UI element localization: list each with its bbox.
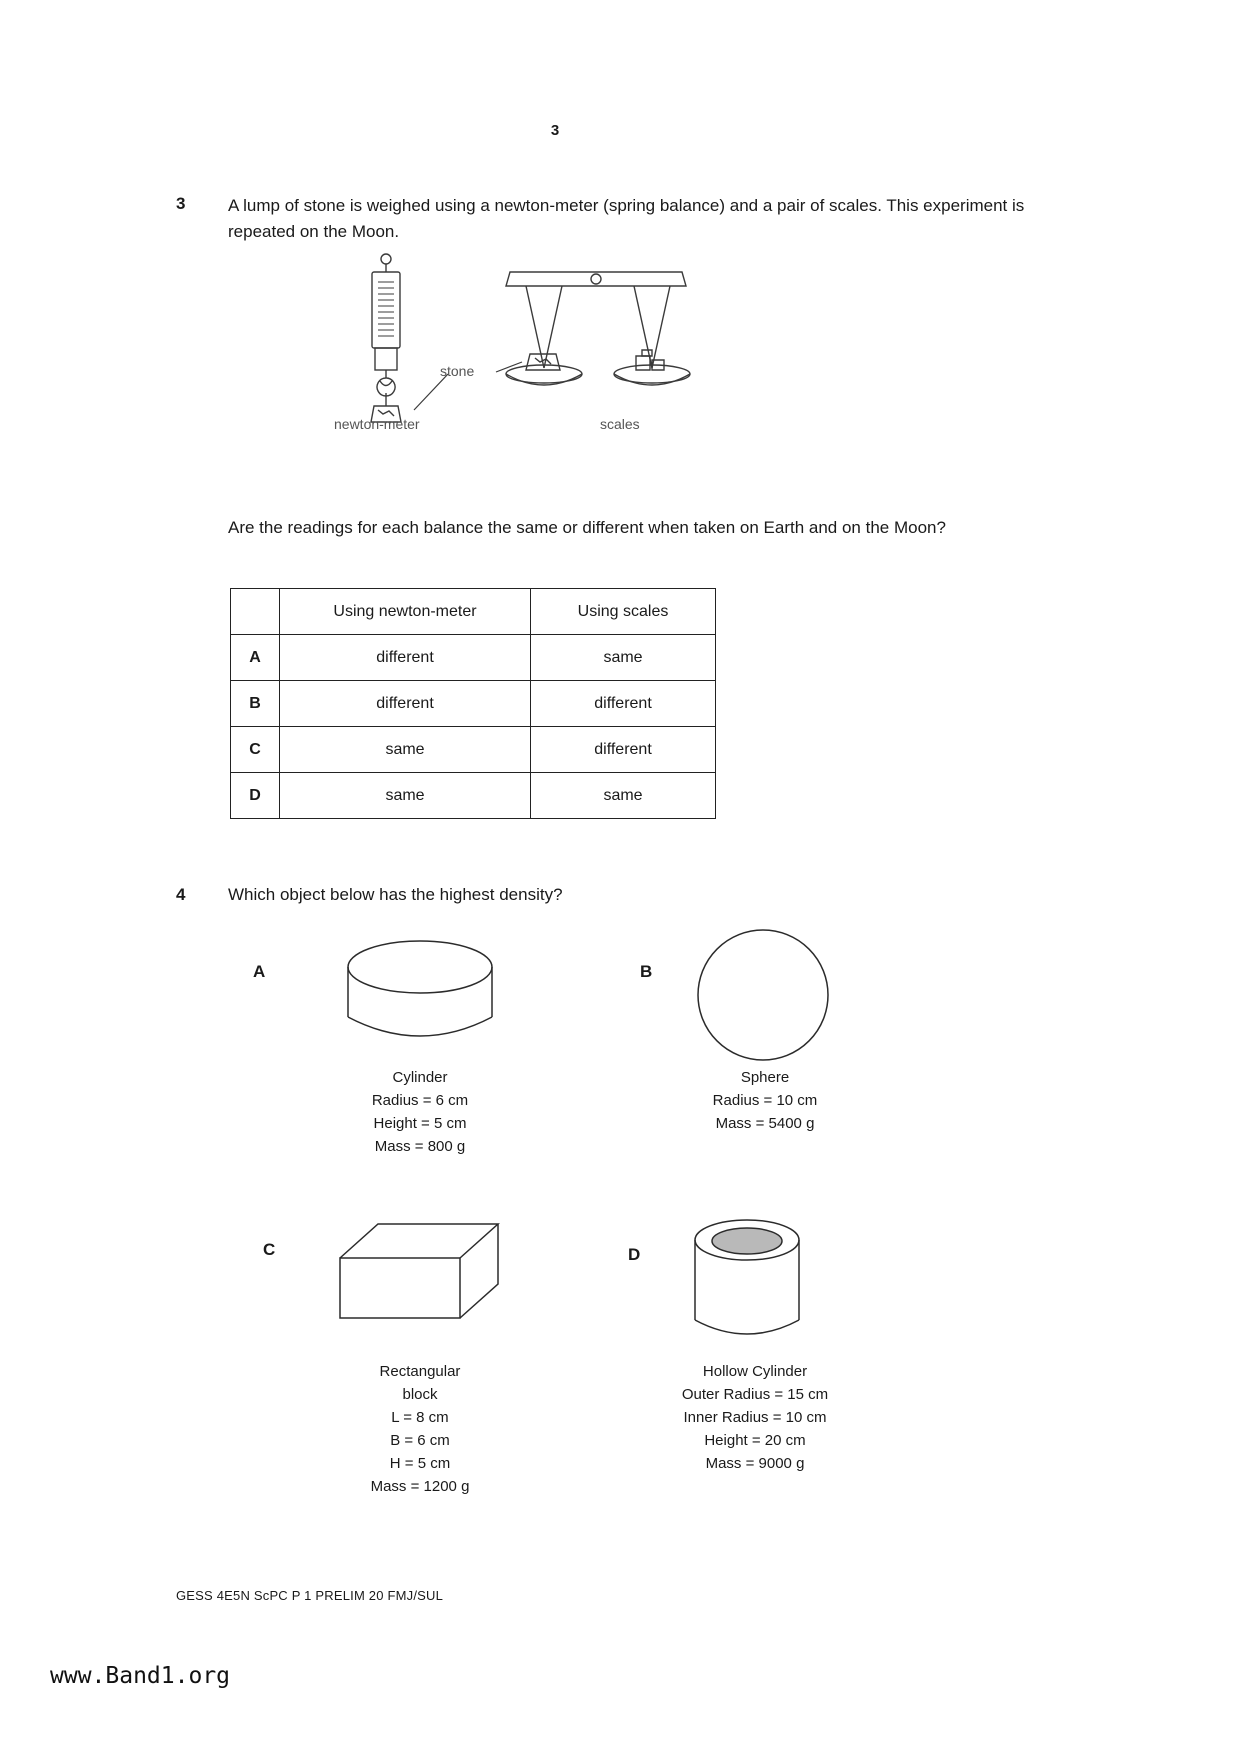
option-letter-d: D [231,773,280,819]
question-4-number: 4 [176,885,186,904]
table-row[interactable] [231,681,716,727]
table-header-scales: Using scales [531,589,716,635]
option-letter-a: A [231,635,280,681]
sphere-shape-icon [693,925,833,1065]
caption-line: Mass = 9000 g [705,1455,805,1472]
question-4-option-a-letter: A [253,962,266,981]
caption-line: Outer Radius = 15 cm [681,1386,829,1403]
caption-line: Sphere [740,1069,790,1086]
caption-line: L = 8 cm [391,1409,449,1426]
caption-line: Mass = 1200 g [370,1478,470,1495]
caption-line: Mass = 5400 g [715,1115,815,1132]
caption-line: Height = 5 cm [373,1115,467,1132]
question-3-prompt: Are the readings for each balance the same or different when taken on Earth and on the Moon? [228,518,946,537]
figure-label-newton-meter: newton-meter [334,416,420,432]
question-4-stem: Which object below has the highest density? [228,885,563,904]
question-4-option-c-letter: C [263,1240,276,1259]
caption-line: Cylinder [392,1069,448,1086]
option-d-scales: same [531,773,716,819]
caption-line: H = 5 cm [389,1455,451,1472]
cylinder-shape-icon [340,935,500,1055]
table-row[interactable] [231,727,716,773]
question-4-option-b-letter: B [640,962,653,981]
question-4-option-a-caption [300,1066,540,1158]
caption-line: Radius = 10 cm [712,1092,818,1109]
option-d-newton-meter: same [280,773,531,819]
caption-line: Mass = 800 g [374,1138,466,1155]
caption-line: Radius = 6 cm [371,1092,469,1109]
caption-line: Inner Radius = 10 cm [683,1409,827,1426]
option-b-scales: different [531,681,716,727]
option-letter-b: B [231,681,280,727]
table-header-blank [231,589,280,635]
table-row[interactable] [231,773,716,819]
question-3-figure [330,250,850,450]
caption-line: B = 6 cm [390,1432,450,1449]
option-letter-c: C [231,727,280,773]
rectangular-block-shape-icon [336,1218,506,1338]
hollow-cylinder-shape-icon [687,1212,807,1352]
option-a-scales: same [531,635,716,681]
page-number: 3 [550,122,560,139]
figure-label-stone: stone [440,363,475,379]
question-4-option-d-caption [620,1360,890,1475]
question-3-stem: A lump of stone is weighed using a newton-meter (spring balance) and a pair of scales. This experiment is repeated on the Moon. [228,196,1025,241]
caption-line: block [402,1386,438,1403]
question-3-options-table [230,588,716,819]
footer-paper-code: GESS 4E5N ScPC P 1 PRELIM 20 FMJ/SUL [176,1588,444,1603]
figure-label-scales: scales [600,416,640,432]
caption-line: Rectangular [379,1363,461,1380]
table-header-newton-meter: Using newton-meter [280,589,531,635]
table-row[interactable] [231,635,716,681]
option-b-newton-meter: different [280,681,531,727]
question-4-option-b-caption [650,1066,880,1135]
question-3-number: 3 [176,194,186,213]
option-c-newton-meter: same [280,727,531,773]
watermark-url: www.Band1.org [50,1663,231,1689]
caption-line: Height = 20 cm [704,1432,806,1449]
question-4-option-c-caption [300,1360,540,1498]
option-c-scales: different [531,727,716,773]
option-a-newton-meter: different [280,635,531,681]
question-4-option-d-letter: D [628,1245,641,1264]
table-header-row [231,589,716,635]
caption-line: Hollow Cylinder [702,1363,808,1380]
